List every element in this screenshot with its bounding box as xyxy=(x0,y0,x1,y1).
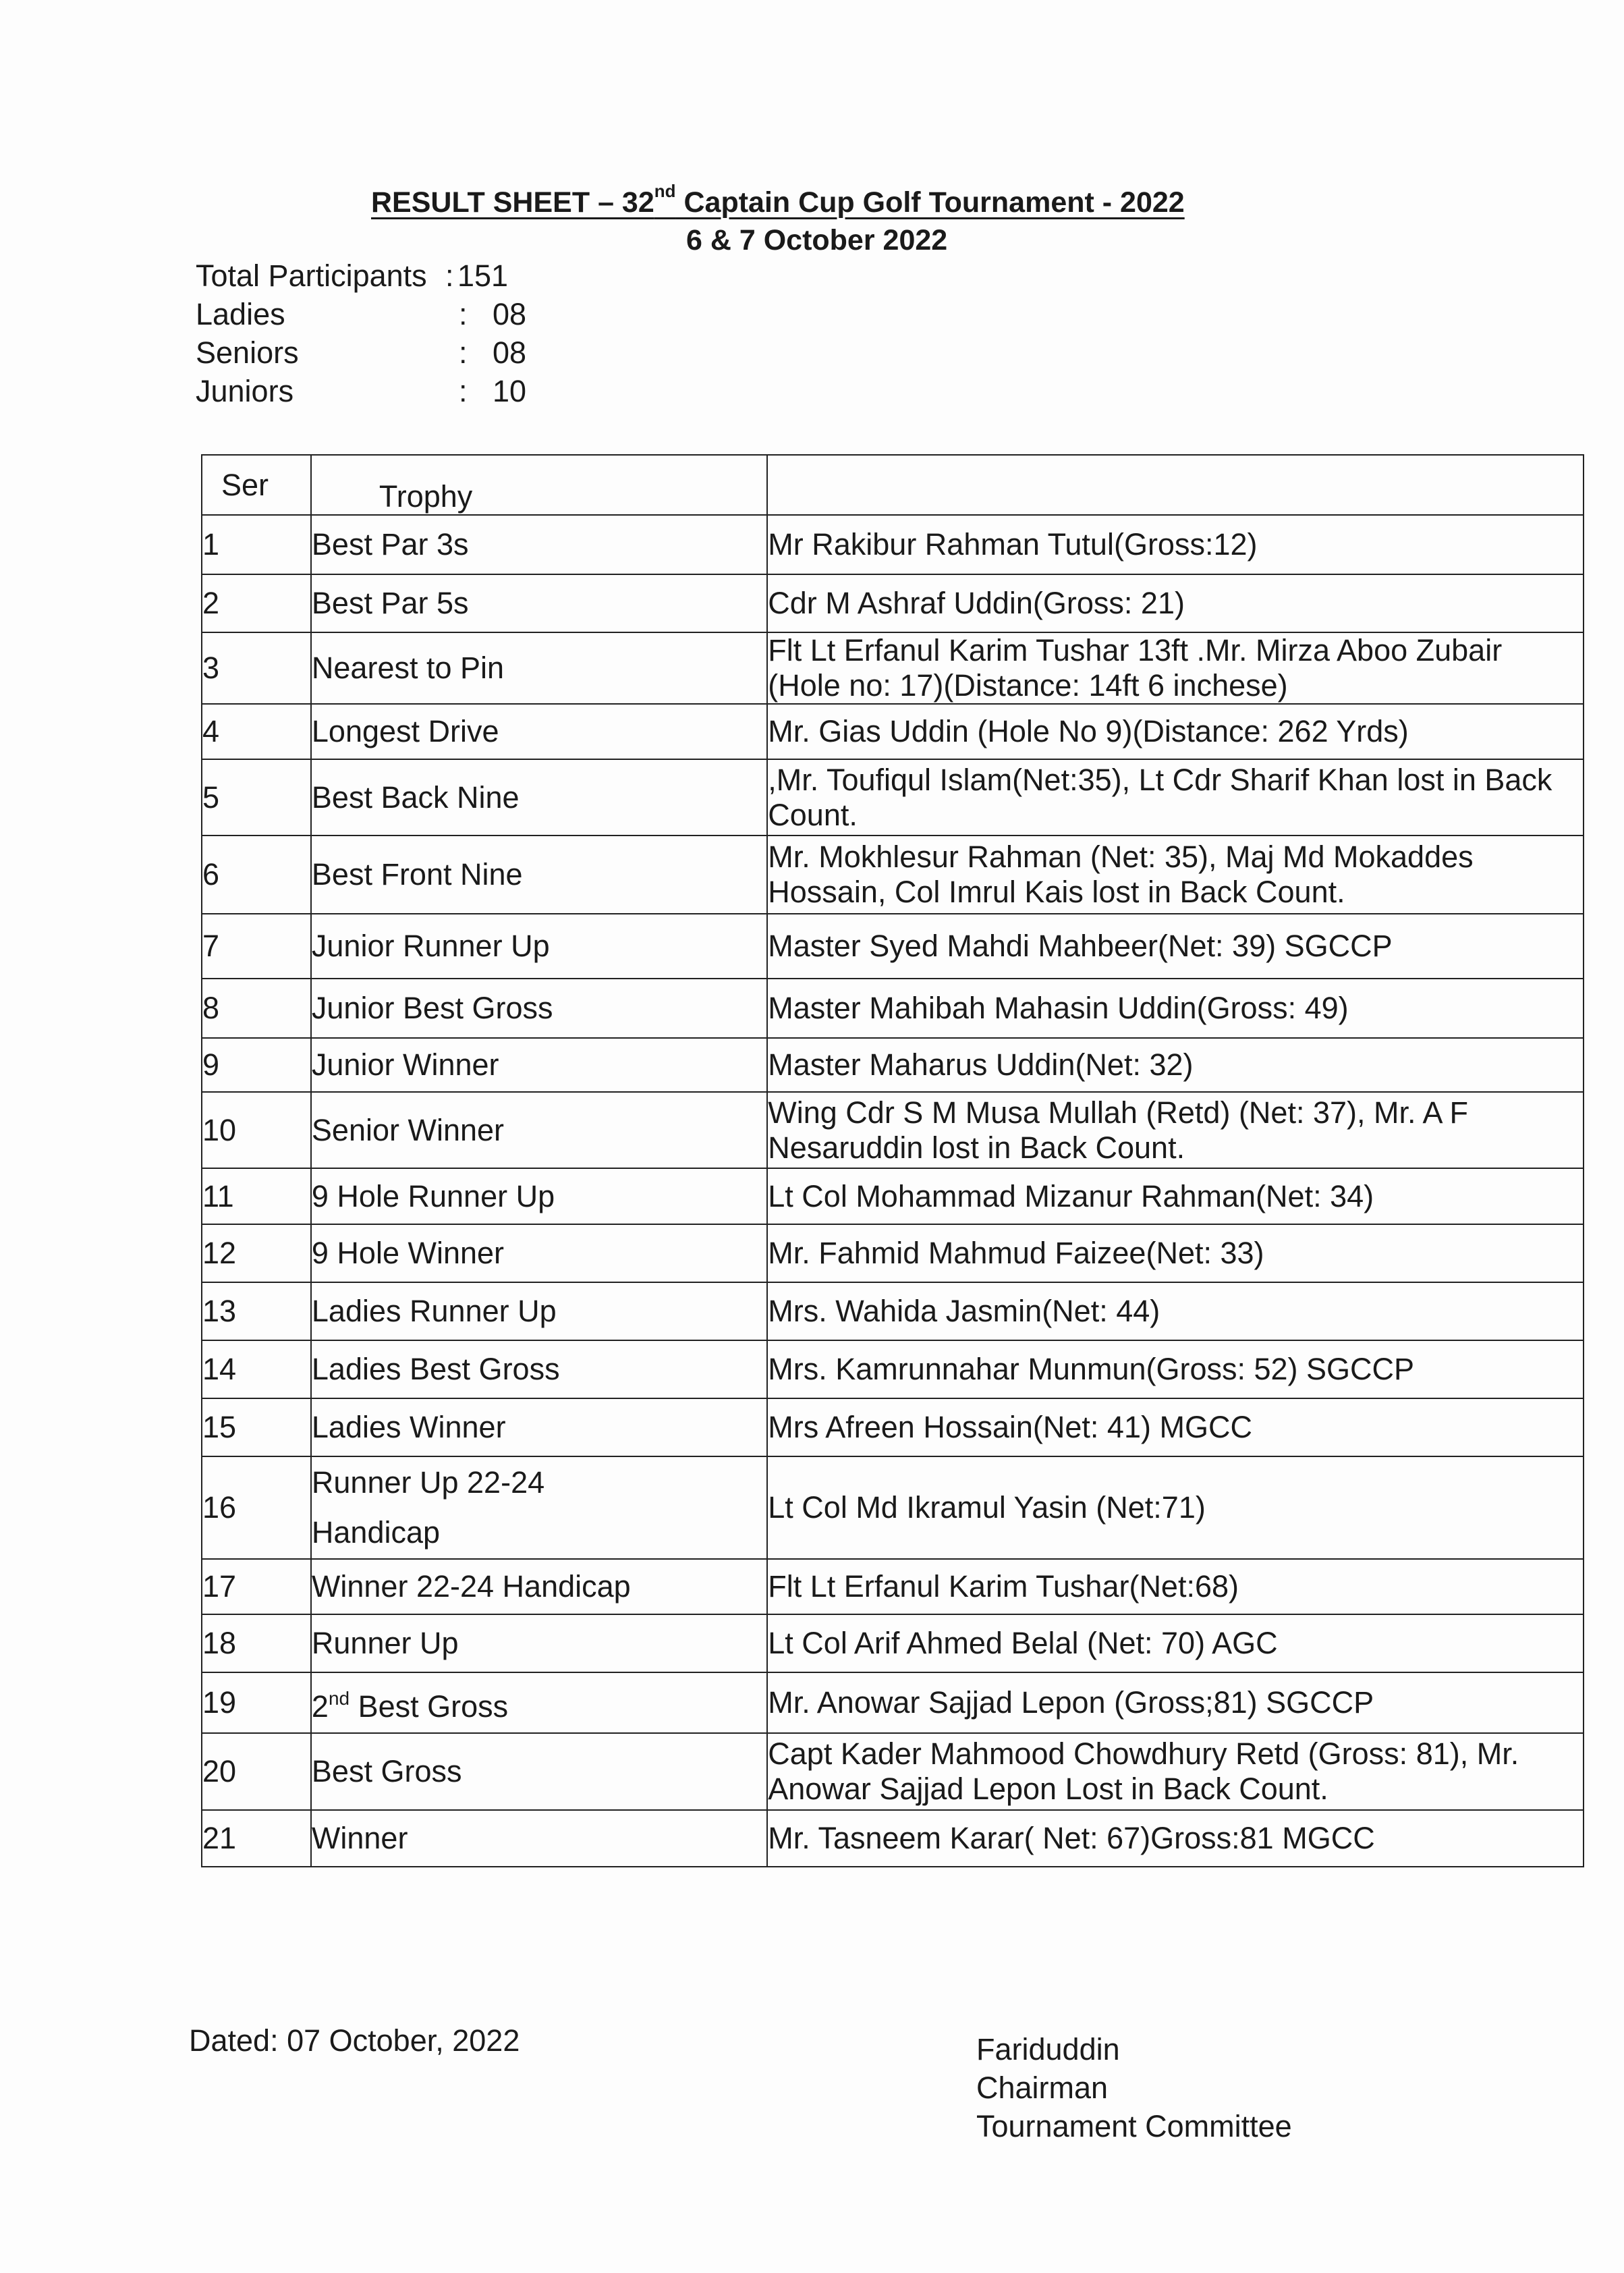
stat-value: 08 xyxy=(493,335,527,370)
table-row xyxy=(202,515,1584,574)
row-trophy: Winner 22-24 Handicap xyxy=(311,1559,767,1614)
signatory-title: Chairman xyxy=(976,2071,1109,2105)
row-winner: Mr. Fahmid Mahmud Faizee(Net: 33) xyxy=(767,1224,1584,1282)
table-row xyxy=(202,1456,1584,1559)
table-row xyxy=(202,632,1584,704)
row-winner: Master Syed Mahdi Mahbeer(Net: 39) SGCCP xyxy=(767,914,1584,979)
row-trophy: Junior Winner xyxy=(311,1038,767,1092)
row-trophy: Winner xyxy=(311,1810,767,1867)
row-winner: Mrs. Wahida Jasmin(Net: 44) xyxy=(767,1282,1584,1340)
row-ser: 10 xyxy=(202,1092,311,1168)
table-row xyxy=(202,1092,1584,1168)
row-trophy-ordinal: nd xyxy=(328,1688,350,1709)
row-ser: 18 xyxy=(202,1614,311,1672)
table-row xyxy=(202,704,1584,759)
row-ser: 13 xyxy=(202,1282,311,1340)
table-row xyxy=(202,1398,1584,1456)
date-line: Dated: 07 October, 2022 xyxy=(189,2023,520,2058)
row-trophy: Best Gross xyxy=(311,1733,767,1810)
row-winner: Master Mahibah Mahasin Uddin(Gross: 49) xyxy=(767,979,1584,1038)
row-winner: Mr. Gias Uddin (Hole No 9)(Distance: 262 Yrds) xyxy=(767,704,1584,759)
row-winner: Mrs. Kamrunnahar Munmun(Gross: 52) SGCCP xyxy=(767,1340,1584,1398)
stat-label: Ladies xyxy=(196,297,285,331)
row-trophy: 9 Hole Runner Up xyxy=(311,1168,767,1224)
row-winner: Wing Cdr S M Musa Mullah (Retd) (Net: 37), Mr. A F Nesaruddin lost in Back Count. xyxy=(767,1092,1584,1168)
stat-colon: : xyxy=(459,297,468,331)
stat-value: 10 xyxy=(493,374,527,408)
row-trophy: Longest Drive xyxy=(311,704,767,759)
title-ordinal-suffix: nd xyxy=(654,181,676,201)
row-ser: 1 xyxy=(202,515,311,574)
stat-colon: : xyxy=(459,374,468,408)
table-row xyxy=(202,1614,1584,1672)
row-trophy: Junior Runner Up xyxy=(311,914,767,979)
table-row xyxy=(202,1038,1584,1092)
signatory-name: Fariduddin xyxy=(976,2032,1120,2066)
row-trophy: Senior Winner xyxy=(311,1092,767,1168)
table-row xyxy=(202,1340,1584,1398)
row-trophy: Best Par 5s xyxy=(311,574,767,632)
row-ser: 19 xyxy=(202,1672,311,1733)
row-trophy: Best Par 3s xyxy=(311,515,767,574)
page-title xyxy=(371,181,1302,219)
title-text-part1: RESULT SHEET – 32 xyxy=(371,186,654,219)
row-winner: Flt Lt Erfanul Karim Tushar(Net:68) xyxy=(767,1559,1584,1614)
table-row xyxy=(202,1224,1584,1282)
table-row xyxy=(202,979,1584,1038)
header-winner xyxy=(767,455,1584,515)
stat-value: 08 xyxy=(493,297,527,331)
row-ser: 14 xyxy=(202,1340,311,1398)
stat-colon: : xyxy=(445,258,454,293)
stat-label: Seniors xyxy=(196,335,299,370)
row-trophy-line2: Handicap xyxy=(311,1515,441,1550)
row-winner: Flt Lt Erfanul Karim Tushar 13ft .Mr. Mirza Aboo Zubair (Hole no: 17)(Distance: 14ft 6 inchese) xyxy=(767,632,1584,704)
table-row xyxy=(202,1672,1584,1733)
row-winner: Mr. Anowar Sajjad Lepon (Gross;81) SGCCP xyxy=(767,1672,1584,1733)
row-trophy: Best Front Nine xyxy=(311,836,767,914)
row-winner: ,Mr. Toufiqul Islam(Net:35), Lt Cdr Sharif Khan lost in Back Count. xyxy=(767,759,1584,836)
row-winner: Master Maharus Uddin(Net: 32) xyxy=(767,1038,1584,1092)
page-subtitle: 6 & 7 October 2022 xyxy=(686,224,948,256)
table-row xyxy=(202,836,1584,914)
row-winner: Mr Rakibur Rahman Tutul(Gross:12) xyxy=(767,515,1584,574)
stat-label: Total Participants xyxy=(196,258,427,293)
stat-label: Juniors xyxy=(196,374,294,408)
row-ser: 17 xyxy=(202,1559,311,1614)
signatory-org: Tournament Committee xyxy=(976,2109,1292,2143)
row-trophy: Ladies Winner xyxy=(311,1398,767,1456)
stat-colon: : xyxy=(459,335,468,370)
table-row xyxy=(202,1733,1584,1810)
stat-value: 151 xyxy=(457,258,509,293)
row-ser: 4 xyxy=(202,704,311,759)
row-winner: Capt Kader Mahmood Chowdhury Retd (Gross: 81), Mr. Anowar Sajjad Lepon Lost in Back Count. xyxy=(767,1733,1584,1810)
header-ser: Ser xyxy=(202,455,311,515)
row-ser: 3 xyxy=(202,632,311,704)
row-ser: 21 xyxy=(202,1810,311,1867)
table-row xyxy=(202,574,1584,632)
row-ser: 15 xyxy=(202,1398,311,1456)
row-ser: 9 xyxy=(202,1038,311,1092)
header-trophy: Trophy xyxy=(311,455,767,515)
row-winner: Mr. Mokhlesur Rahman (Net: 35), Maj Md Mokaddes Hossain, Col Imrul Kais lost in Back Count. xyxy=(767,836,1584,914)
table-header-row xyxy=(202,455,1584,515)
table-row xyxy=(202,759,1584,836)
table-row xyxy=(202,1810,1584,1867)
row-trophy: Ladies Best Gross xyxy=(311,1340,767,1398)
row-trophy: Nearest to Pin xyxy=(311,632,767,704)
row-trophy xyxy=(311,1672,767,1733)
row-ser: 11 xyxy=(202,1168,311,1224)
row-winner: Mrs Afreen Hossain(Net: 41) MGCC xyxy=(767,1398,1584,1456)
row-ser: 12 xyxy=(202,1224,311,1282)
row-trophy: Ladies Runner Up xyxy=(311,1282,767,1340)
row-trophy: Junior Best Gross xyxy=(311,979,767,1038)
row-winner: Lt Col Md Ikramul Yasin (Net:71) xyxy=(767,1456,1584,1559)
results-table xyxy=(201,454,1584,1867)
table-row xyxy=(202,1282,1584,1340)
row-trophy-line1: Runner Up 22-24 xyxy=(311,1465,545,1500)
table-row xyxy=(202,1559,1584,1614)
row-winner: Mr. Tasneem Karar( Net: 67)Gross:81 MGCC xyxy=(767,1810,1584,1867)
row-trophy: Best Back Nine xyxy=(311,759,767,836)
row-ser: 2 xyxy=(202,574,311,632)
row-winner: Cdr M Ashraf Uddin(Gross: 21) xyxy=(767,574,1584,632)
row-ser: 5 xyxy=(202,759,311,836)
table-row xyxy=(202,914,1584,979)
row-ser: 16 xyxy=(202,1456,311,1559)
signature-block xyxy=(976,2030,1292,2145)
row-trophy-rest: Best Gross xyxy=(349,1689,509,1724)
row-ser: 7 xyxy=(202,914,311,979)
title-text-part2: Captain Cup Golf Tournament - 2022 xyxy=(675,186,1185,219)
row-winner: Lt Col Mohammad Mizanur Rahman(Net: 34) xyxy=(767,1168,1584,1224)
row-trophy-number: 2 xyxy=(311,1689,329,1724)
row-trophy xyxy=(311,1456,767,1559)
table-row xyxy=(202,1168,1584,1224)
row-trophy: 9 Hole Winner xyxy=(311,1224,767,1282)
row-trophy: Runner Up xyxy=(311,1614,767,1672)
row-ser: 6 xyxy=(202,836,311,914)
row-ser: 20 xyxy=(202,1733,311,1810)
row-ser: 8 xyxy=(202,979,311,1038)
row-winner: Lt Col Arif Ahmed Belal (Net: 70) AGC xyxy=(767,1614,1584,1672)
